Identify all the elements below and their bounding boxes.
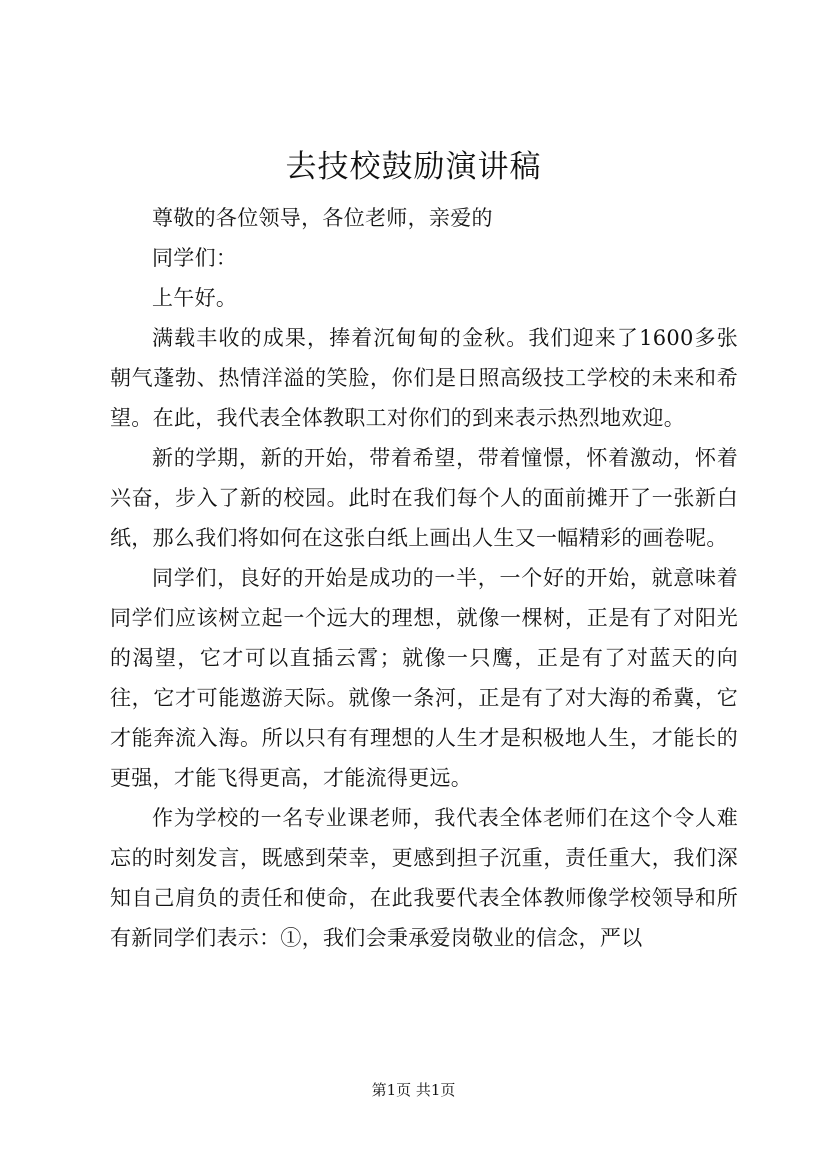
page-footer: 第1页 共1页 <box>371 1081 456 1099</box>
document-body <box>110 198 738 958</box>
paragraph-greeting-cont: 同学们： <box>152 246 238 270</box>
paragraph-teacher-pledge: 作为学校的一名专业课老师，我代表全体老师们在这个令人难忘的时刻发言，既感到荣幸，更感到担子沉重，责任重大，我们深知自己肩负的责任和使命，在此我要代表全体教师像学校领导和所有新同学们表示：①，我们会秉承爱岗敬业的信念，严以 <box>110 806 738 950</box>
paragraph-welcome: 满载丰收的成果，捧着沉甸甸的金秋。我们迎来了1600多张朝气蓬勃、热情洋溢的笑脸，你们是日照高级技工学校的未来和希望。在此，我代表全体教职工对你们的到来表示热烈地欢迎。 <box>110 326 738 430</box>
paragraph-greeting: 尊敬的各位领导，各位老师，亲爱的 <box>152 206 493 230</box>
document-title: 去技校鼓励演讲稿 <box>285 149 542 185</box>
paragraph-ideals: 同学们，良好的开始是成功的一半，一个好的开始，就意味着同学们应该树立起一个远大的理想，就像一棵树，正是有了对阳光的渴望，它才可以直插云霄；就像一只鹰，正是有了对蓝天的向往，它才可能遨游天际。就像一条河，正是有了对大海的希冀，它才能奔流入海。所以只有有理想的人生才是积极地人生，才能长的更强，才能飞得更高，才能流得更远。 <box>110 566 738 790</box>
paragraph-good-morning: 上午好。 <box>152 286 238 310</box>
paragraph-new-semester: 新的学期，新的开始，带着希望，带着憧憬，怀着激动，怀着兴奋，步入了新的校园。此时在我们每个人的面前摊开了一张新白纸，那么我们将如何在这张白纸上画出人生又一幅精彩的画卷呢。 <box>110 446 738 550</box>
